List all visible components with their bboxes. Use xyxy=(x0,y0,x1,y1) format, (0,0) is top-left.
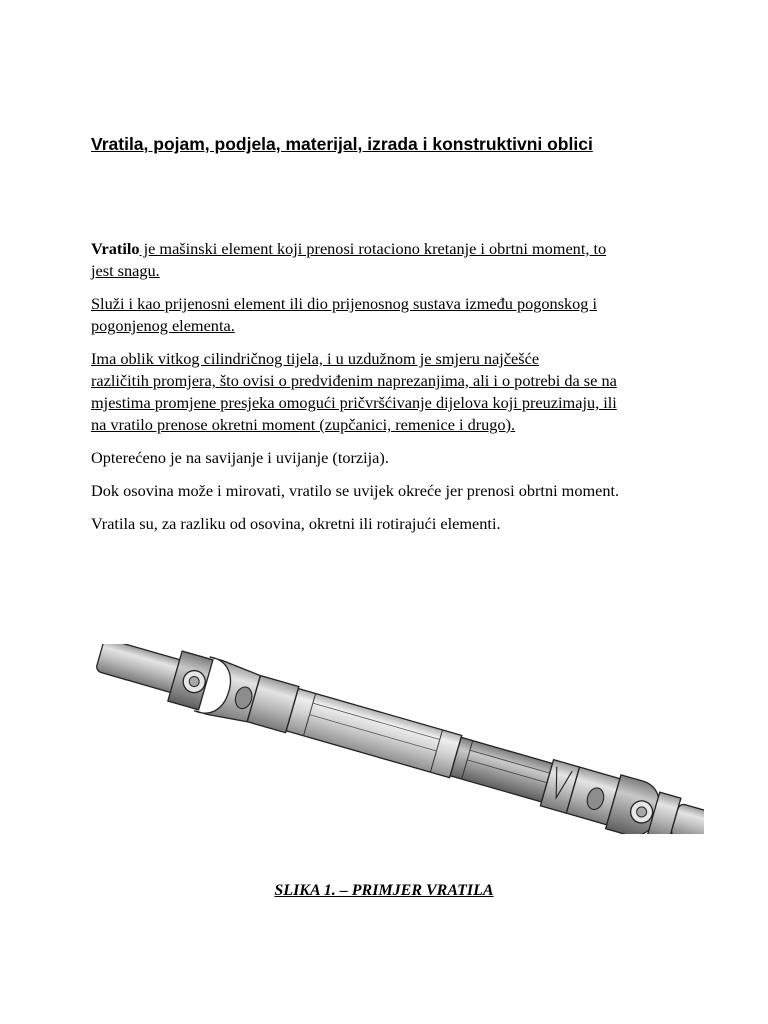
shaft-illustration xyxy=(92,644,704,834)
paragraph-comparison: Vratila su, za razliku od osovina, okretni ili rotirajući elementi. xyxy=(91,514,501,533)
paragraph-function xyxy=(91,293,681,337)
paragraph-loading: Opterećeno je na savijanje i uvijanje (torzija). xyxy=(91,448,389,467)
figure-caption: SLIKA 1. – PRIMJER VRATILA xyxy=(274,882,494,899)
paragraph-line: na vratilo prenose okretni moment (zupčanici, remenice i drugo). xyxy=(91,415,516,434)
paragraph-line xyxy=(91,238,681,260)
paragraph-line: mjestima promjene presjeka omogući pričvršćivanje dijelova koji preuzimaju, ili xyxy=(91,393,617,412)
left-end-stub xyxy=(95,644,183,693)
paragraph-shape xyxy=(91,348,681,436)
paragraph-line: Služi i kao prijenosni element ili dio prijenosnog sustava između pogonskog i xyxy=(91,294,598,313)
paragraph-line: jest snagu. xyxy=(91,261,160,280)
document-body xyxy=(91,238,681,546)
term-vratilo: Vratilo xyxy=(91,239,140,258)
page-title: Vratila, pojam, podjela, materijal, izrada i konstruktivni oblici xyxy=(91,134,593,154)
paragraph-definition xyxy=(91,238,681,282)
paragraph-rotation: Dok osovina može i mirovati, vratilo se uvijek okreće jer prenosi obrtni moment. xyxy=(91,481,620,500)
paragraph-line: različitih promjera, što ovisi o predviđenim naprezanjima, ali i o potrebi da se na xyxy=(91,371,617,390)
paragraph-line: Ima oblik vitkog cilindričnog tijela, i u uzdužnom je smjeru najčešće xyxy=(91,349,540,368)
paragraph-line: pogonjenog elementa. xyxy=(91,316,235,335)
paragraph-text: je mašinski element koji prenosi rotaciono kretanje i obrtni moment, to xyxy=(139,239,607,258)
